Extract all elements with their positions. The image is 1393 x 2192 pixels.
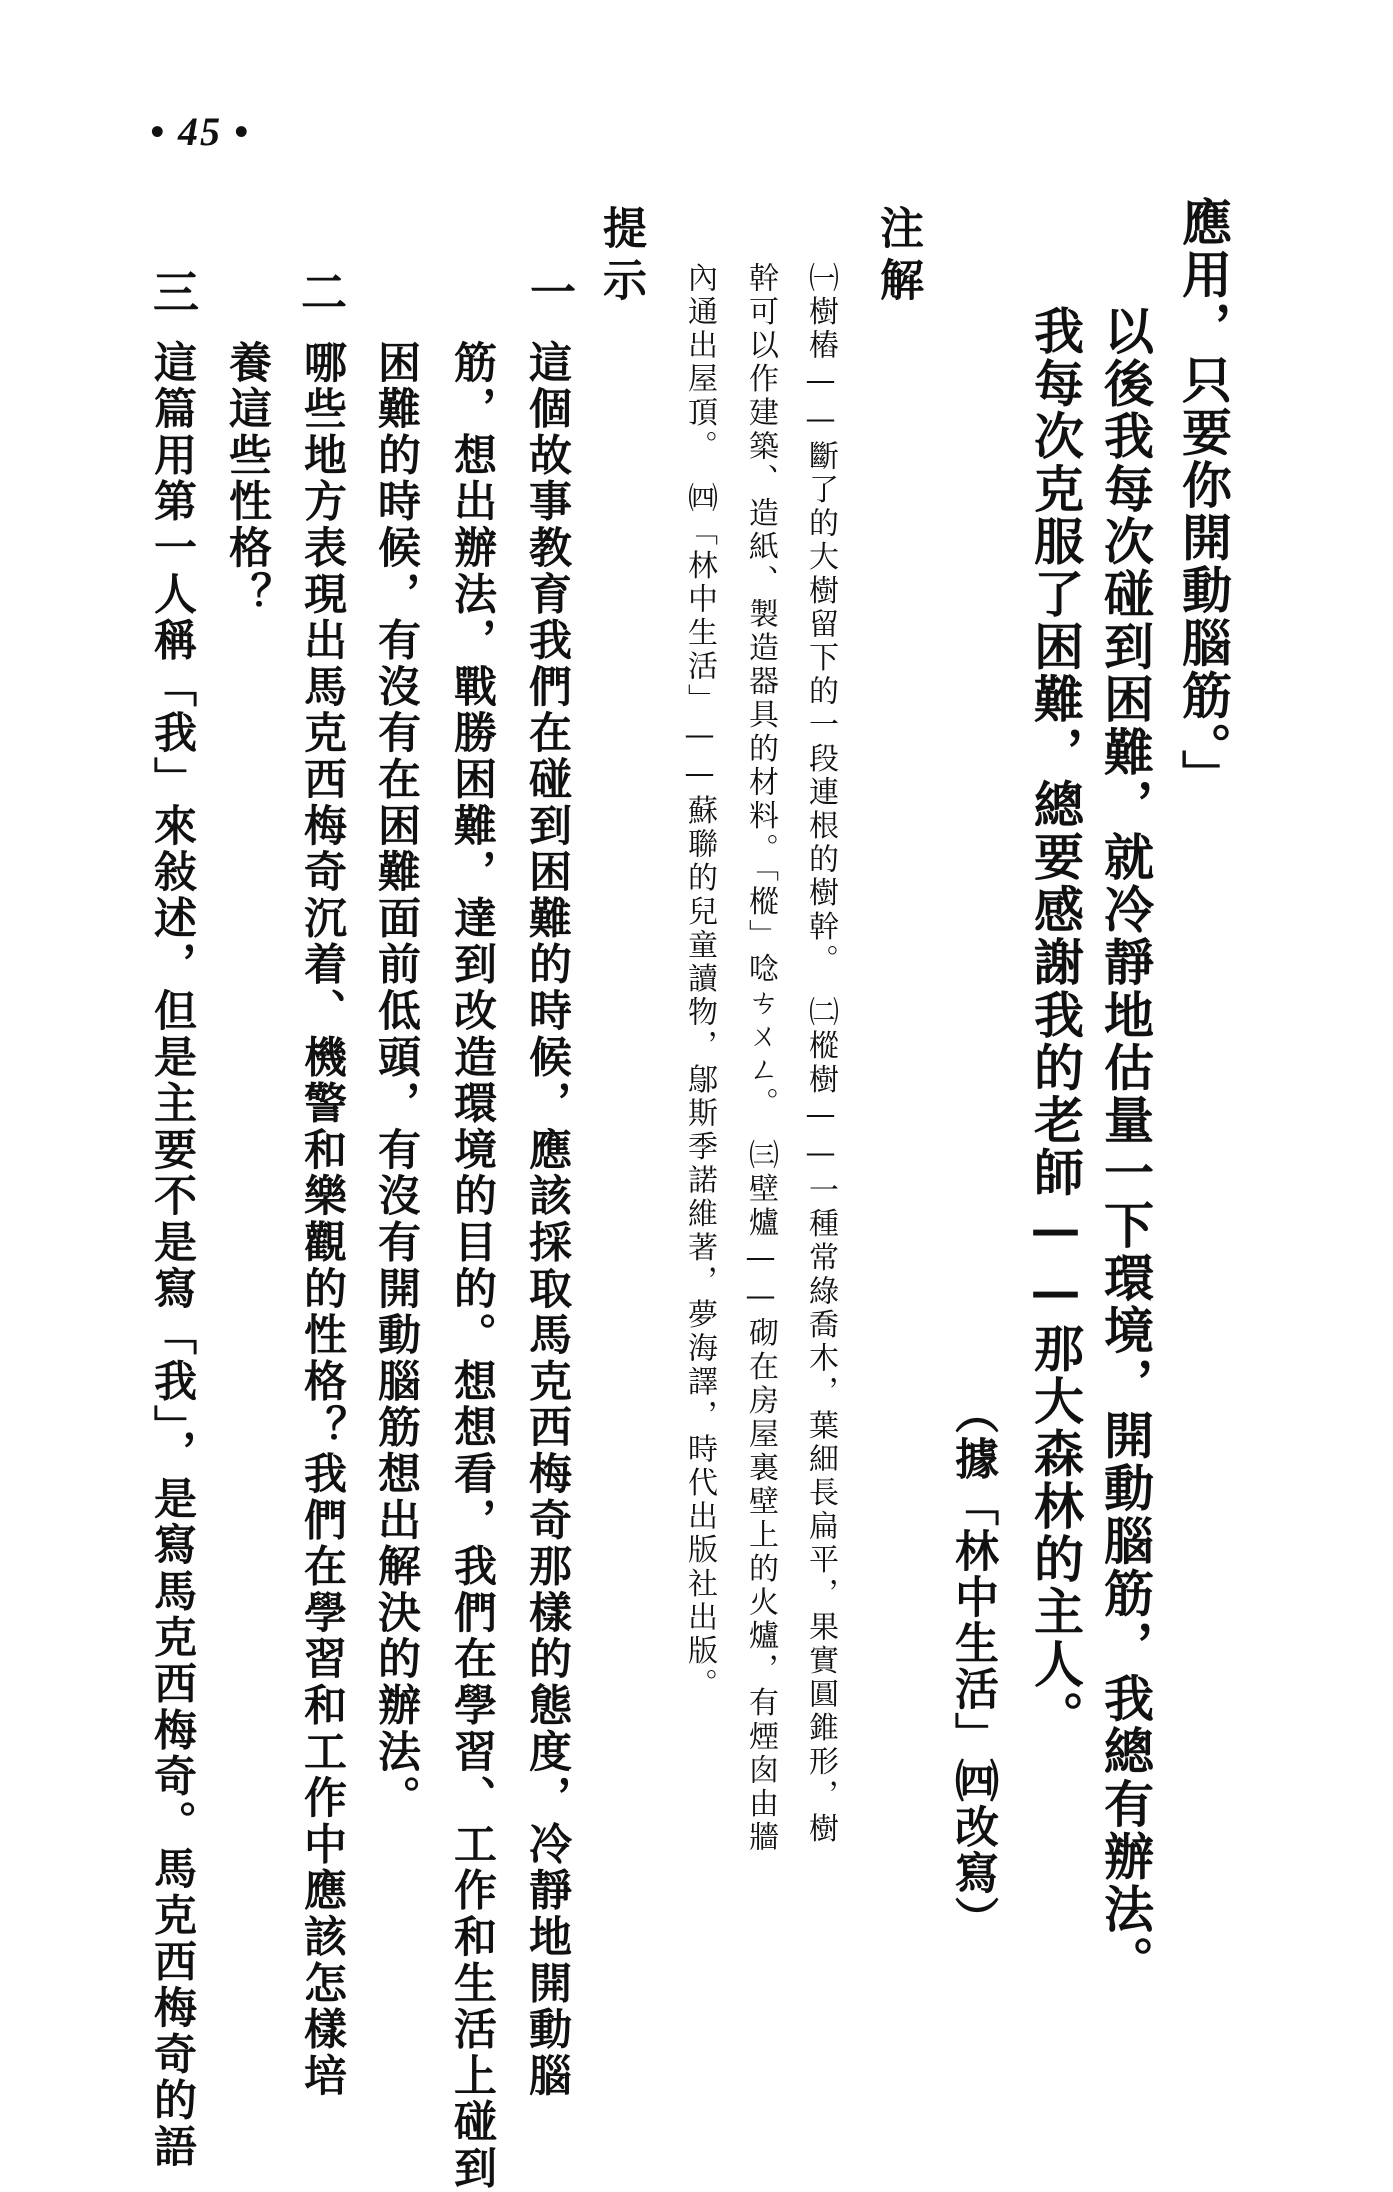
note-line: 內通出屋頂。 ㈣「林中生活」——蘇聯的兒童讀物，鄔斯季諾維著，夢海譯，時代出版社出版。: [682, 262, 717, 1702]
hint-line: 筋，想出辦法，戰勝困難，達到改造環境的目的。想想看，我們在學習、工作和生活上碰到: [447, 340, 497, 2192]
hint-line: 哪些地方表現出馬克西梅奇沉着、機警和樂觀的性格？我們在學習和工作中應該怎樣培: [297, 340, 347, 2100]
notes-heading: 注解: [872, 205, 923, 309]
page-number: • 45 •: [150, 109, 251, 154]
main-text-column: 以後我每次碰到困難，就冷靜地估量一下環境，開動腦筋，我總有辦法。: [1096, 305, 1155, 1989]
hint-line: 養這些性格？: [222, 340, 272, 618]
main-text-column: 我每次克服了困難，總要感謝我的老師——那大森林的主人。: [1026, 305, 1085, 1744]
hint-line: 困難的時候，有沒有在困難面前低頭，有沒有開動腦筋想出解決的辦法。: [371, 340, 421, 1822]
hint-line: 這篇用第一人稱「我」來敍述，但是主要不是寫「我」，是寫馬克西梅奇。馬克西梅奇的語: [147, 340, 197, 2171]
hint-number: 二: [294, 268, 348, 314]
source-citation: （據「林中生活」㈣改寫）: [947, 1390, 998, 1942]
note-line: ㈠樹樁——斷了的大樹留下的一段連根的樹幹。 ㈡樅樹——一種常綠喬木，葉細長扁平，果實圓錐形，樹: [803, 262, 838, 1847]
hint-number: 三: [146, 268, 200, 314]
main-text-column: 應用，只要你開動腦筋。」: [1174, 196, 1233, 803]
hints-heading: 提示: [595, 205, 646, 309]
note-line: 幹可以作建築、造紙、製造器具的材料。「樅」唸ㄘㄨㄥ。 ㈢壁爐——砌在房屋裏壁上的火爐，有煙囱由牆: [743, 262, 778, 1855]
hint-line: 這個故事教育我們在碰到困難的時候，應該採取馬克西梅奇那樣的態度，冷靜地開動腦: [522, 340, 572, 2100]
hint-number: 一: [523, 268, 577, 314]
